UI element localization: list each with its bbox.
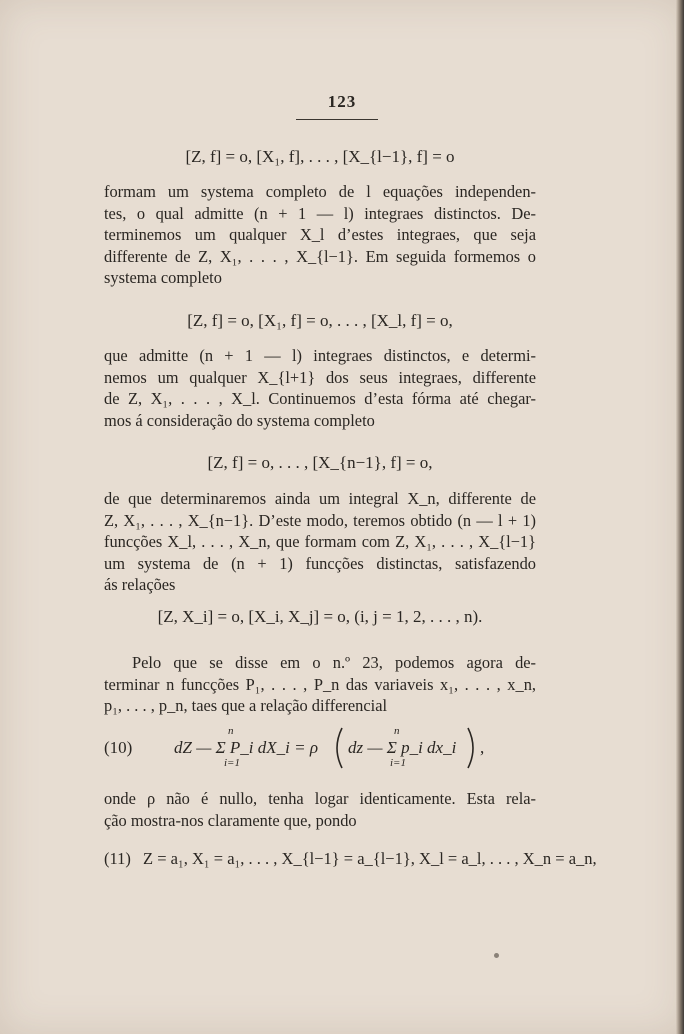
sum-lower-limit: i=1	[224, 757, 240, 769]
text-line: systema completo	[104, 268, 222, 288]
equation-3: [Z, f] = o, . . . , [X_{n−1}, f] = o,	[207, 453, 433, 472]
equation-2: [Z, f] = o, [X₁, f] = o, . . . , [X_l, f] = o,	[187, 311, 453, 330]
paragraph-2	[104, 345, 536, 431]
text-line: que admitte (n + 1 — l) integraes distinctos, e determi-	[104, 346, 536, 365]
text-line: p₁, . . . , p_n, taes que a relação differencial	[104, 696, 388, 716]
paragraph-3	[104, 488, 536, 596]
text-line: funcções X_l, . . . , X_n, que formam com Z, X₁, . . . , X_{l−1}	[104, 532, 536, 552]
paragraph-1	[104, 181, 536, 289]
equation-1: [Z, f] = o, [X₁, f], . . . , [X_{l−1}, f] = o	[185, 147, 455, 166]
text-line: Z, X₁, . . . , X_{n−1}. D’este modo, teremos obtido (n — l + 1)	[104, 510, 536, 530]
equation-rhs: dz — Σ p_i dx_i	[348, 738, 457, 757]
paragraph-5	[104, 788, 536, 831]
text-line: de Z, X₁, . . . , X_l. Continuemos d’esta fórma até chegar-	[104, 389, 536, 409]
ink-spot	[494, 953, 499, 958]
equation-11	[104, 848, 597, 870]
page-edge	[676, 0, 684, 1034]
sum-upper-limit: n	[228, 725, 234, 737]
header-rule	[296, 119, 378, 120]
text-line: differente de Z, X₁, . . . , X_{l−1}. Em seguida formemos o	[104, 246, 536, 266]
equation-10	[100, 722, 540, 774]
text-line: um systema de (n + 1) funcções distinctas, satisfazendo	[104, 553, 536, 573]
text-line: terminar n funcções P₁, . . . , P_n das variaveis x₁, . . . , x_n,	[104, 674, 536, 694]
sum-upper-limit-rhs: n	[394, 725, 400, 737]
left-paren	[337, 728, 342, 768]
equation-lhs: dZ — Σ P_i dX_i = ρ	[174, 738, 319, 757]
sum-lower-limit-rhs: i=1	[390, 757, 406, 769]
text-line: ção mostra-nos claramente que, pondo	[104, 810, 357, 830]
equation-number: (10)	[104, 738, 133, 757]
text-line: tes, o qual admitte (n + 1 — l) integraes distinctos. De-	[104, 203, 536, 223]
text-line: de que determinaremos ainda um integral X_n, differente de	[104, 489, 536, 508]
text-line: nemos um qualquer X_{l+1} dos seus integraes, differente	[104, 367, 536, 387]
text-line: Pelo que se disse em o n.º 23, podemos agora de-	[132, 653, 536, 672]
page-number: 123	[327, 92, 357, 111]
paragraph-4	[104, 652, 536, 717]
text-line: onde ρ não é nullo, tenha logar identicamente. Esta rela-	[104, 789, 536, 808]
text-line: mos á consideração do systema completo	[104, 410, 375, 430]
text-line: formam um systema completo de l equações independen-	[104, 182, 536, 201]
equation-tail: ,	[480, 738, 485, 757]
equation-4: [Z, X_i] = o, [X_i, X_j] = o, (i, j = 1, 2, . . . , n).	[157, 607, 483, 626]
right-paren	[468, 728, 473, 768]
equation-body: Z = a₁, X₁ = a₁, . . . , X_{l−1} = a_{l−1}, X_l = a_l, . . . , X_n = a_n,	[143, 849, 597, 868]
text-line: terminemos um qualquer X_l d’estes integraes, que seja	[104, 225, 536, 245]
text-line: ás relações	[104, 575, 176, 595]
equation-number: (11)	[104, 849, 131, 868]
